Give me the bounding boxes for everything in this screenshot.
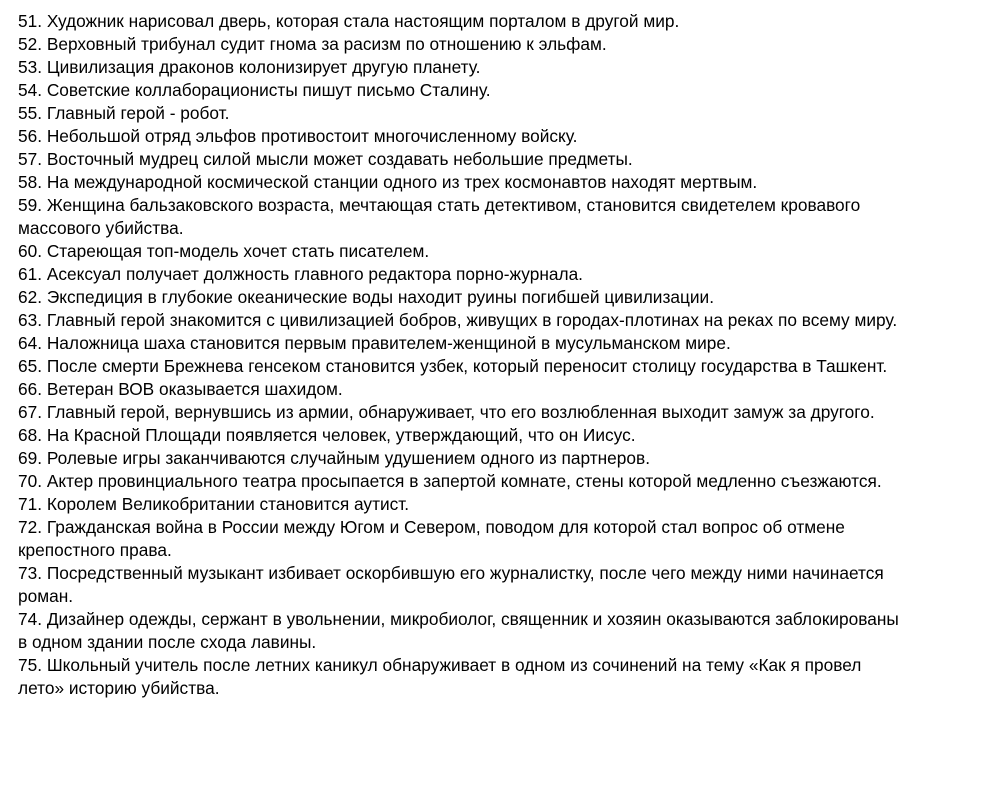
text-line-74: 74. Дизайнер одежды, сержант в увольнении, микробиолог, священник и хозяин оказываются заблокированы	[18, 609, 899, 629]
text-line-54: 54. Советские коллаборационисты пишут письмо Сталину.	[18, 80, 491, 100]
text-line-59: 59. Женщина бальзаковского возраста, мечтающая стать детективом, становится свидетелем кровавого	[18, 195, 861, 215]
text-line-69: 69. Ролевые игры заканчиваются случайным удушением одного из партнеров.	[18, 448, 650, 468]
text-line-61: 61. Асексуал получает должность главного редактора порно-журнала.	[18, 264, 583, 284]
text-line-62: 62. Экспедиция в глубокие океанические воды находит руины погибшей цивилизации.	[18, 287, 714, 307]
text-line-71: 71. Королем Великобритании становится аутист.	[18, 494, 410, 514]
text-line-68: 68. На Красной Площади появляется человек, утверждающий, что он Иисус.	[18, 425, 636, 445]
text-line-72-cont: крепостного права.	[18, 540, 172, 560]
text-line-55: 55. Главный герой - робот.	[18, 103, 230, 123]
text-line-52: 52. Верховный трибунал судит гнома за расизм по отношению к эльфам.	[18, 34, 607, 54]
text-line-67: 67. Главный герой, вернувшись из армии, обнаруживает, что его возлюбленная выходит замуж за другого.	[18, 402, 875, 422]
text-line-66: 66. Ветеран ВОВ оказывается шахидом.	[18, 379, 343, 399]
text-line-74-cont: в одном здании после схода лавины.	[18, 632, 317, 652]
text-line-65: 65. После смерти Брежнева генсеком становится узбек, который переносит столицу государства в Ташкент.	[18, 356, 888, 376]
document-text	[18, 10, 990, 700]
text-line-60: 60. Стареющая топ-модель хочет стать писателем.	[18, 241, 430, 261]
text-line-72: 72. Гражданская война в России между Югом и Севером, поводом для которой стал вопрос об отмене	[18, 517, 845, 537]
text-line-73-cont: роман.	[18, 586, 74, 606]
text-line-56: 56. Небольшой отряд эльфов противостоит многочисленному войску.	[18, 126, 578, 146]
text-line-59-cont: массового убийства.	[18, 218, 184, 238]
text-line-75-cont: лето» историю убийства.	[18, 678, 220, 698]
text-line-75: 75. Школьный учитель после летних каникул обнаруживает в одном из сочинений на тему «Как я провел	[18, 655, 862, 675]
text-line-63: 63. Главный герой знакомится с цивилизацией бобров, живущих в городах-плотинах на реках по всему миру.	[18, 310, 898, 330]
text-line-73: 73. Посредственный музыкант избивает оскорбившую его журналистку, после чего между ними начинается	[18, 563, 884, 583]
text-line-64: 64. Наложница шаха становится первым правителем-женщиной в мусульманском мире.	[18, 333, 731, 353]
text-line-58: 58. На международной космической станции одного из трех космонавтов находят мертвым.	[18, 172, 758, 192]
text-line-53: 53. Цивилизация драконов колонизирует другую планету.	[18, 57, 481, 77]
text-line-57: 57. Восточный мудрец силой мысли может создавать небольшие предметы.	[18, 149, 633, 169]
text-line-51: 51. Художник нарисовал дверь, которая стала настоящим порталом в другой мир.	[18, 11, 680, 31]
text-line-70: 70. Актер провинциального театра просыпается в запертой комнате, стены которой медленно съезжаются.	[18, 471, 882, 491]
